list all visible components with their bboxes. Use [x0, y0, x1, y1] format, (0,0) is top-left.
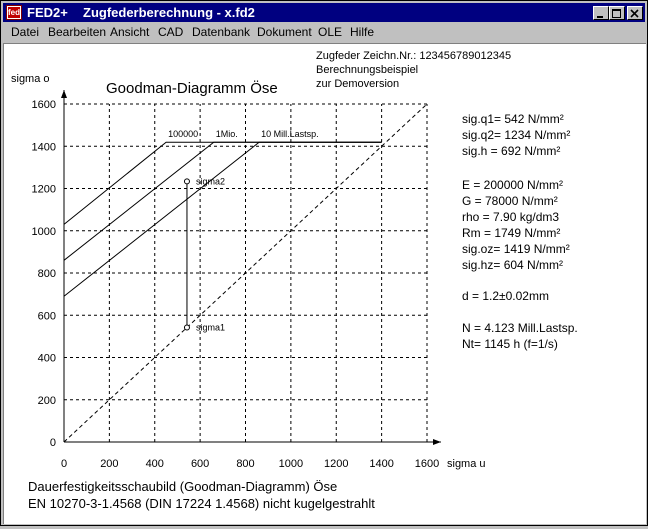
y-tick-label: 200 — [37, 394, 56, 407]
minimize-icon — [594, 8, 608, 20]
result-sig-h: sig.h = 692 N/mm² — [462, 144, 561, 158]
result-sig-hz: sig.hz= 604 N/mm² — [462, 258, 564, 272]
chart-points — [184, 176, 225, 332]
x-tick-label: 1000 — [278, 458, 304, 470]
close-icon — [628, 8, 642, 20]
drawing-area — [3, 43, 646, 524]
y-tick-label: 1200 — [31, 183, 56, 196]
maximize-icon — [610, 8, 624, 20]
x-tick-label: 1400 — [369, 458, 394, 470]
menu-ansicht[interactable]: Ansicht — [110, 25, 150, 39]
series-label-3: 10 Mill.Lastsp. — [261, 129, 319, 140]
goodman-chart — [4, 44, 646, 524]
x-axis-arrow — [433, 439, 441, 445]
maximize-button[interactable] — [609, 6, 625, 20]
chart-series — [64, 129, 382, 327]
window-title: Zugfederberechnung - x.fd2 — [83, 5, 255, 20]
result-e: E = 200000 N/mm² — [462, 178, 564, 192]
minimize-button[interactable] — [593, 6, 609, 20]
series-label-2: 1Mio. — [215, 129, 238, 140]
title-bar[interactable] — [3, 3, 645, 22]
result-rm: Rm = 1749 N/mm² — [462, 226, 561, 240]
series-label-1: 100000 — [168, 129, 199, 140]
app-logo-text: fed — [8, 8, 20, 17]
sigma1-label: sigma1 — [195, 322, 225, 333]
y-tick-label: 600 — [37, 310, 56, 323]
sigma2-point — [184, 179, 189, 184]
y-tick-label: 400 — [37, 352, 56, 365]
sigma2-label: sigma2 — [195, 176, 225, 187]
x-axis-label: sigma u — [447, 458, 486, 470]
y-tick-label: 1000 — [31, 225, 56, 238]
x-tick-label: 1200 — [324, 458, 349, 470]
y-axis-arrow — [61, 90, 67, 98]
y-tick-label: 1400 — [31, 141, 56, 154]
result-sig-oz: sig.oz= 1419 N/mm² — [462, 242, 570, 256]
footer-diagram-title: Dauerfestigkeitsschaubild (Goodman-Diagramm) Öse — [28, 479, 338, 494]
x-tick-label: 0 — [60, 458, 68, 470]
menu-hilfe[interactable]: Hilfe — [350, 25, 375, 39]
menu-datenbank[interactable]: Datenbank — [192, 25, 251, 39]
result-wire-diameter: d = 1.2±0.02mm — [462, 289, 549, 303]
result-sig-q1: sig.q1= 542 N/mm² — [462, 112, 564, 126]
x-tick-label: 800 — [236, 458, 255, 470]
x-tick-label: 600 — [190, 458, 210, 470]
app-name: FED2+ — [27, 5, 68, 20]
menu-dokument[interactable]: Dokument — [257, 25, 312, 39]
sigma1-point — [184, 325, 189, 330]
calc-example: Berechnungsbeispiel — [316, 64, 419, 76]
result-rho: rho = 7.90 kg/dm3 — [462, 210, 560, 224]
y-tick-label: 0 — [49, 437, 56, 449]
menu-bearbeiten[interactable]: Bearbeiten — [48, 25, 107, 39]
menu-ole[interactable]: OLE — [318, 25, 343, 39]
result-load-cycles: N = 4.123 Mill.Lastsp. — [462, 321, 578, 335]
menu-datei[interactable]: Datei — [11, 25, 40, 39]
demo-version: zur Demoversion — [316, 78, 400, 90]
close-button[interactable] — [627, 6, 643, 20]
y-tick-label: 800 — [37, 268, 56, 280]
series-line-2 — [64, 142, 382, 260]
menu-bar — [3, 23, 645, 42]
drawing-number: Zugfeder Zeichn.Nr.: 123456789012345 — [316, 50, 512, 62]
x-tick-label: 400 — [145, 458, 164, 470]
menu-cad[interactable]: CAD — [158, 25, 184, 39]
y-axis-label: sigma o — [11, 73, 50, 85]
chart-tick-labels — [32, 99, 440, 470]
chart-title: Goodman-Diagramm Öse — [106, 80, 278, 97]
x-tick-label: 1600 — [414, 458, 440, 470]
app-logo-icon[interactable] — [6, 5, 22, 20]
result-g: G = 78000 N/mm² — [462, 194, 558, 208]
x-tick-label: 200 — [100, 458, 119, 470]
result-lifetime: Nt= 1145 h (f=1/s) — [462, 337, 558, 351]
footer-material: EN 10270-3-1.4568 (DIN 17224 1.4568) nicht kugelgestrahlt — [28, 496, 375, 511]
chart-grid — [64, 104, 427, 442]
y-tick-label: 1600 — [31, 99, 56, 111]
result-sig-q2: sig.q2= 1234 N/mm² — [462, 128, 571, 142]
